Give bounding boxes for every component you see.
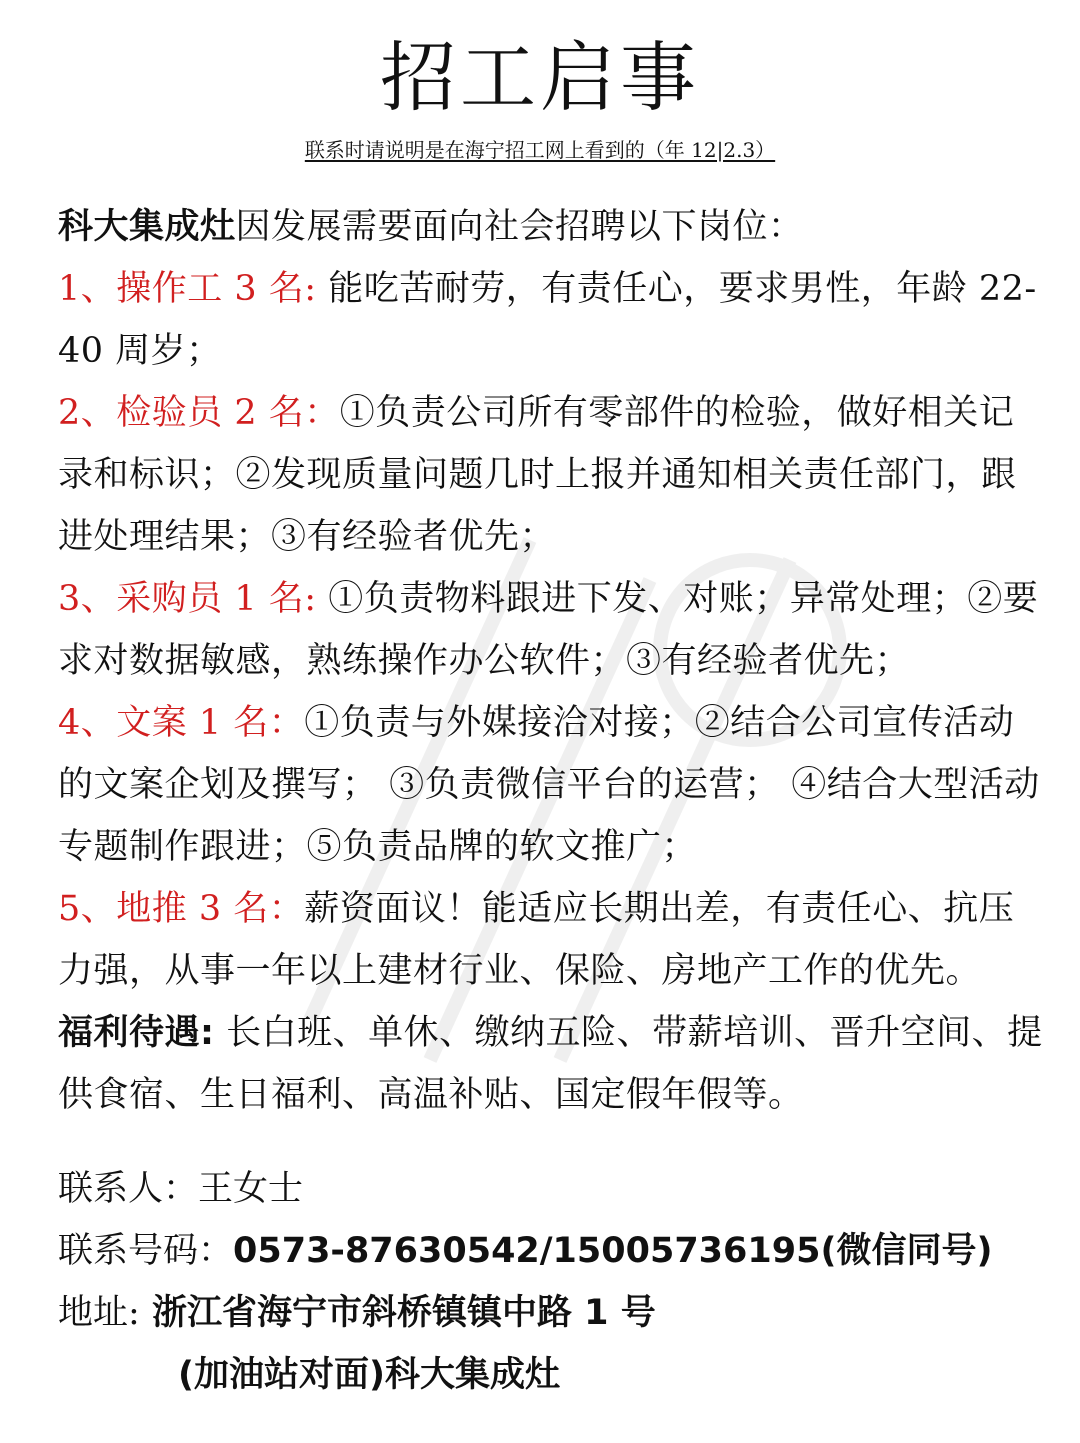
contact-section bbox=[58, 1158, 1048, 1406]
position-desc: ①负责与外媒接洽对接；②结合公司宣传活动的文案企划及撰写； ③负责微信平台的运营； ④结合大型活动专题制作跟进；⑤负责品牌的软文推广； bbox=[58, 703, 1040, 867]
contact-address-label: 地址: bbox=[58, 1293, 140, 1333]
contact-address-line2: (加油站对面)科大集成灶 bbox=[178, 1355, 560, 1395]
benefits-text: 长白班、单休、缴纳五险、带薪培训、晋升空间、提供食宿、生日福利、高温补贴、国定假年假等。 bbox=[58, 1013, 1043, 1115]
position-desc: 能吃苦耐劳，有责任心，要求男性，年龄 22-40 周岁； bbox=[58, 269, 1037, 371]
position-label: 1、操作工 3 名: bbox=[58, 269, 317, 309]
position-desc: ①负责物料跟进下发、对账；异常处理；②要求对数据敏感，熟练操作办公软件；③有经验者优先； bbox=[58, 579, 1039, 681]
contact-person bbox=[58, 1158, 1048, 1220]
company-name: 科大集成灶 bbox=[58, 207, 236, 247]
contact-phone-label: 联系号码： bbox=[58, 1231, 234, 1271]
position-desc: ①负责公司所有零部件的检验，做好相关记录和标识；②发现质量问题几时上报并通知相关责任部门，跟进处理结果；③有经验者优先； bbox=[58, 393, 1017, 557]
contact-note bbox=[0, 138, 1080, 162]
contact-person-label: 联系人： bbox=[58, 1169, 199, 1209]
contact-phone-number: 0573-87630542/15005736195(微信同号) bbox=[233, 1231, 993, 1271]
position-5 bbox=[58, 878, 1048, 1002]
intro-line bbox=[58, 196, 1048, 258]
position-4 bbox=[58, 692, 1048, 878]
contact-address bbox=[58, 1282, 1048, 1344]
page-title: 招工启事 bbox=[380, 33, 700, 122]
position-1 bbox=[58, 258, 1048, 382]
position-label: 5、地推 3 名： bbox=[58, 889, 305, 929]
position-3 bbox=[58, 568, 1048, 692]
contact-note-text: 联系时请说明是在海宁招工网上看到的（年 12|2.3） bbox=[304, 138, 776, 162]
position-label: 3、采购员 1 名: bbox=[58, 579, 317, 619]
contact-phone bbox=[58, 1220, 1048, 1282]
benefits-label: 福利待遇: bbox=[58, 1013, 215, 1053]
position-desc: 薪资面议！能适应长期出差，有责任心、抗压力强，从事一年以上建材行业、保险、房地产工作的优先。 bbox=[58, 889, 1015, 991]
position-label: 2、检验员 2 名： bbox=[58, 393, 340, 433]
position-2 bbox=[58, 382, 1048, 568]
benefits bbox=[58, 1002, 1048, 1126]
job-listing bbox=[58, 196, 1048, 1126]
intro-text: 因发展需要面向社会招聘以下岗位： bbox=[235, 207, 804, 247]
position-label: 4、文案 1 名： bbox=[58, 703, 305, 743]
contact-person-name: 王女士 bbox=[198, 1169, 304, 1209]
contact-address-line1: 浙江省海宁市斜桥镇镇中路 1 号 bbox=[139, 1293, 656, 1333]
